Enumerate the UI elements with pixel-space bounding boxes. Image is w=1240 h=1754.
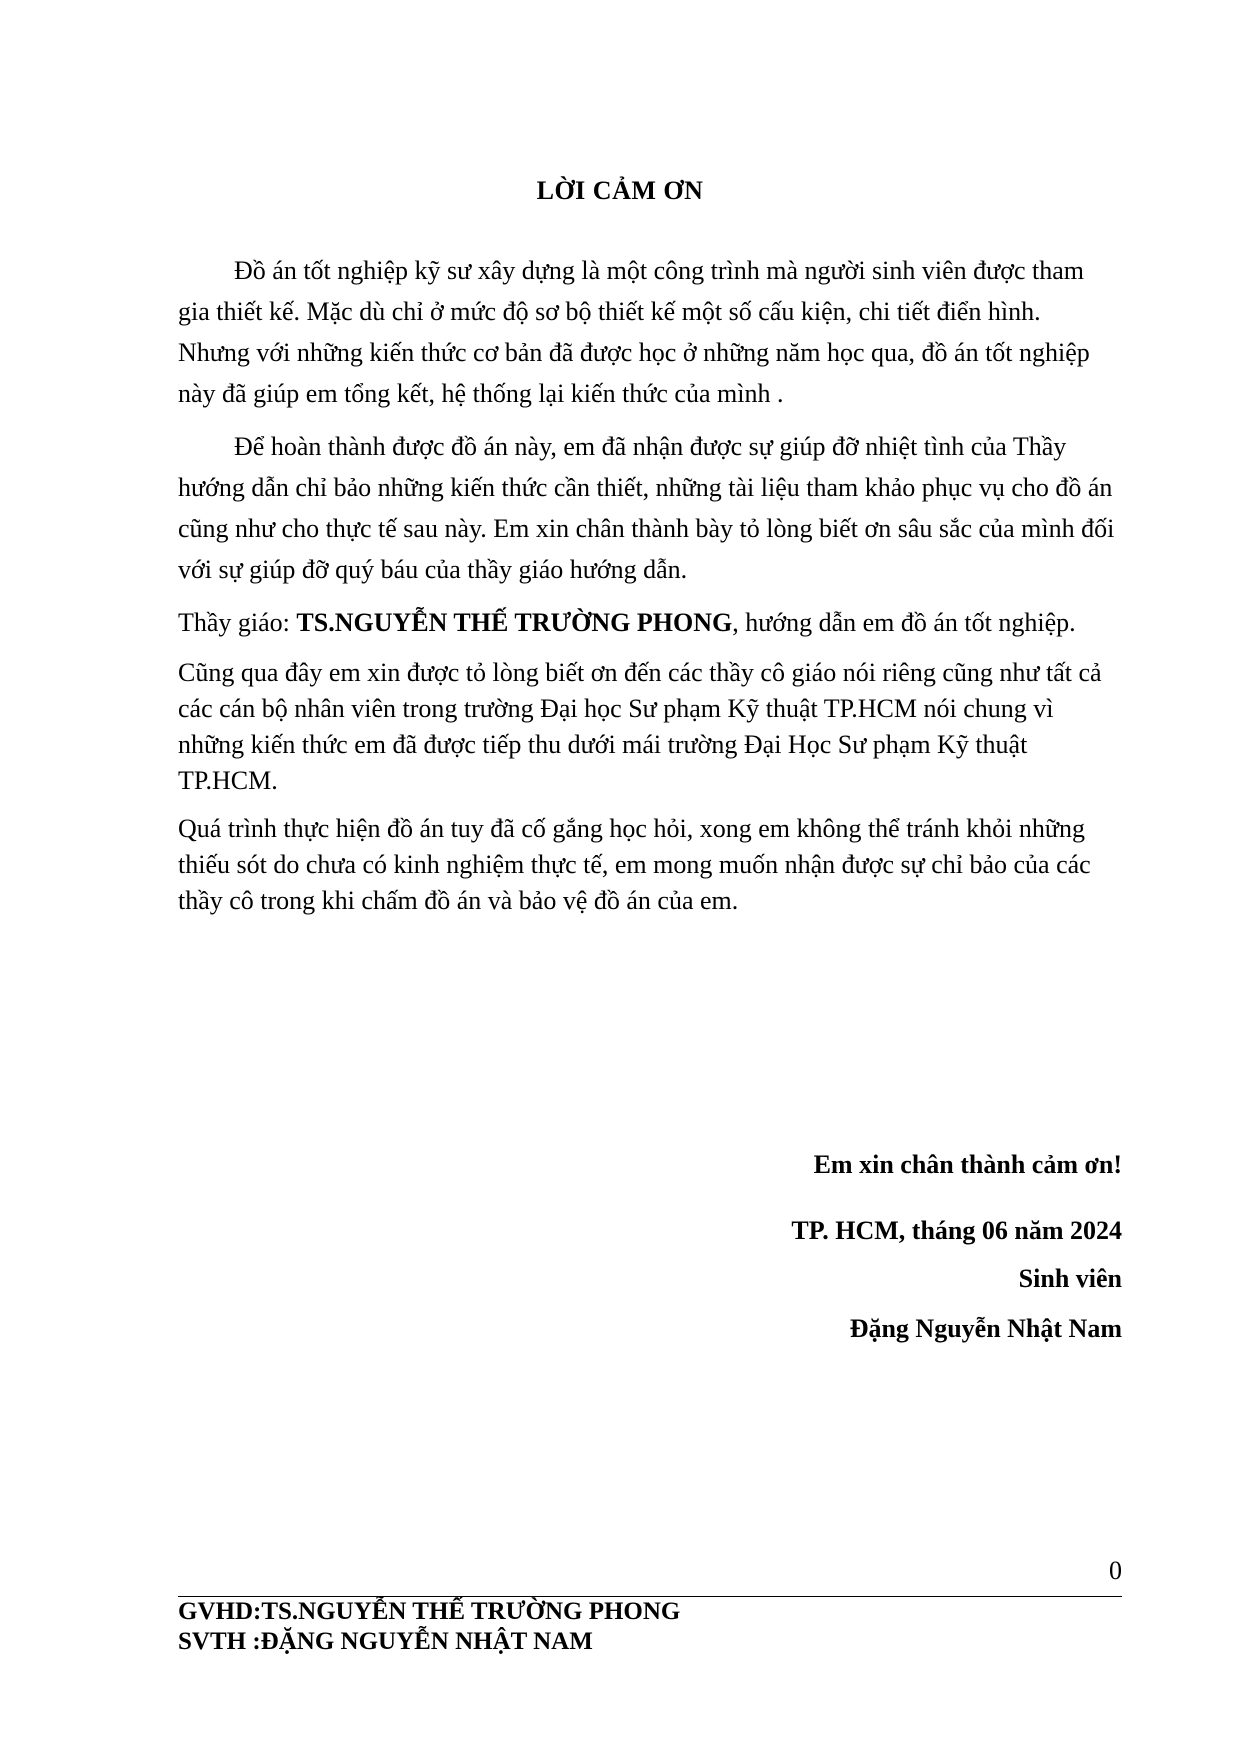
paragraph-2: Để hoàn thành được đồ án này, em đã nhận được sự giúp đỡ nhiệt tình của Thầy hướng dẫn chỉ bảo những kiến thức cần thiết, những tài liệu tham khảo phục vụ cho đồ án cũng như cho thực tế sau này. Em xin chân thành bày tỏ lòng biết ơn sâu sắc của mình đối với sự giúp đỡ quý báu của thầy giáo hướng dẫn. — [178, 432, 1115, 584]
page-number: 0 — [1109, 1556, 1122, 1585]
paragraph-1: Đồ án tốt nghiệp kỹ sư xây dựng là một công trình mà người sinh viên được tham gia thiết kế. Mặc dù chỉ ở mức độ sơ bộ thiết kế một số cấu kiện, chi tiết điển hình. Nhưng với những kiến thức cơ bản đã được học ở những năm học qua, đồ án tốt nghiệp này đã giúp em tổng kết, hệ thống lại kiến thức của mình . — [178, 256, 1090, 408]
advisor-line — [178, 602, 1118, 643]
paragraph-3: Cũng qua đây em xin được tỏ lòng biết ơn đến các thầy cô giáo nói riêng cũng như tất cả các cán bộ nhân viên trong trường Đại học Sư phạm Kỹ thuật TP.HCM nói chung vì những kiến thức em đã được tiếp thu dưới mái trường Đại Học Sư phạm Kỹ thuật TP.HCM. — [178, 658, 1102, 795]
page-title: LỜI CẢM ƠN — [536, 176, 704, 205]
advisor-suffix: , hướng dẫn em đồ án tốt nghiệp. — [732, 608, 1076, 637]
body-text — [178, 250, 1118, 931]
closing-place-date: TP. HCM, tháng 06 năm 2024 — [791, 1216, 1122, 1245]
advisor-name: TS.NGUYỄN THẾ TRƯỜNG PHONG — [296, 608, 733, 637]
footer-student: SVTH :ĐẶNG NGUYỄN NHẬT NAM — [178, 1628, 593, 1655]
paragraph-4: Quá trình thực hiện đồ án tuy đã cố gắng học hỏi, xong em không thể tránh khỏi những thiếu sót do chưa có kinh nghiệm thực tế, em mong muốn nhận được sự chỉ bảo của các thầy cô trong khi chấm đồ án và bảo vệ đồ án của em. — [178, 814, 1091, 915]
advisor-prefix: Thầy giáo: — [178, 608, 297, 637]
closing-thanks: Em xin chân thành cảm ơn! — [813, 1150, 1122, 1179]
footer-advisor: GVHD:TS.NGUYỄN THẾ TRƯỜNG PHONG — [178, 1598, 681, 1625]
footer-divider — [178, 1596, 1122, 1597]
student-name: Đặng Nguyễn Nhật Nam — [849, 1314, 1122, 1343]
closing-role: Sinh viên — [1018, 1264, 1122, 1293]
